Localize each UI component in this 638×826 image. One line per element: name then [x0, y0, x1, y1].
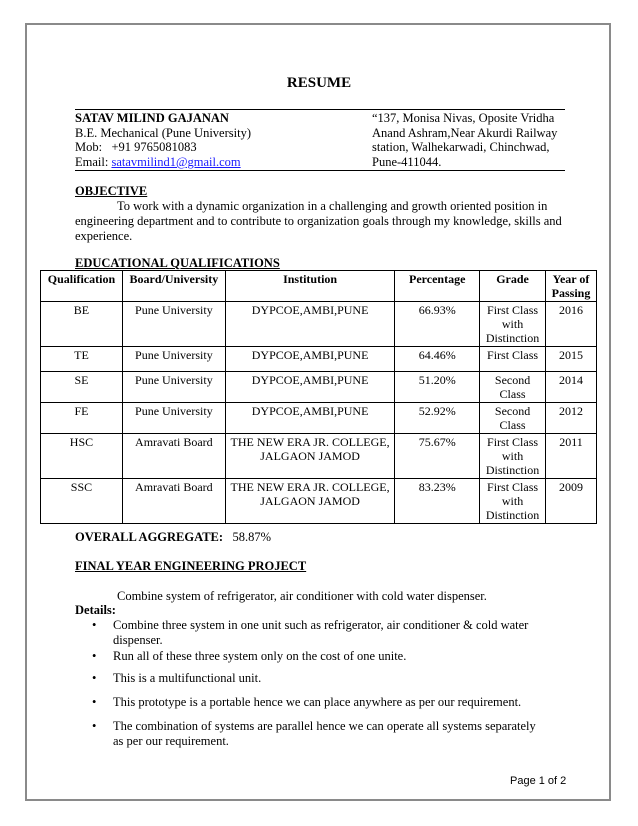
- bullet-text: Combine three system in one unit such as refrigerator, air conditioner & cold water dispenser.: [113, 618, 529, 647]
- col-header-board: Board/University: [122, 271, 225, 302]
- cell-percentage: 64.46%: [395, 347, 480, 372]
- list-item: [92, 695, 542, 710]
- bullet-icon: •: [92, 649, 97, 663]
- cell-board: Pune University: [122, 347, 225, 372]
- col-header-grade: Grade: [480, 271, 546, 302]
- cell-percentage: 75.67%: [395, 434, 480, 479]
- cell-qualification: FE: [41, 403, 123, 434]
- cell-qualification: SE: [41, 372, 123, 403]
- resume-title: RESUME: [286, 75, 352, 91]
- objective-heading: OBJECTIVE: [75, 184, 148, 198]
- bullet-icon: •: [92, 671, 97, 685]
- cell-board: Pune University: [122, 302, 225, 347]
- cell-institution: THE NEW ERA JR. COLLEGE, JALGAON JAMOD: [225, 434, 395, 479]
- aggregate-value: 58.87%: [232, 530, 271, 544]
- objective-text-first: To work with a dynamic organization in a challenging and growth oriented position in: [117, 199, 548, 213]
- list-item: [92, 649, 542, 664]
- cell-board: Pune University: [122, 403, 225, 434]
- details-label: Details:: [75, 603, 116, 617]
- cell-percentage: 52.92%: [395, 403, 480, 434]
- cell-board: Amravati Board: [122, 479, 225, 524]
- col-header-year: Year of Passing: [546, 271, 597, 302]
- project-bullets-main: [92, 618, 542, 664]
- bullet-text: The combination of systems are parallel hence we can operate all systems separately as per our requirement.: [113, 719, 536, 748]
- table-row: [41, 434, 597, 479]
- address-line-4: Pune-411044.: [372, 155, 442, 169]
- page-number: Page 1 of 2: [510, 775, 567, 787]
- table-row: [41, 372, 597, 403]
- cell-board: Amravati Board: [122, 434, 225, 479]
- candidate-name: SATAV MILIND GAJANAN: [75, 111, 229, 125]
- cell-qualification: BE: [41, 302, 123, 347]
- table-row: [41, 302, 597, 347]
- table-row: [41, 403, 597, 434]
- cell-percentage: 83.23%: [395, 479, 480, 524]
- cell-qualification: TE: [41, 347, 123, 372]
- cell-grade: First Class: [480, 347, 546, 372]
- cell-qualification: HSC: [41, 434, 123, 479]
- cell-grade: Second Class: [480, 372, 546, 403]
- col-header-institution: Institution: [225, 271, 395, 302]
- cell-institution: DYPCOE,AMBI,PUNE: [225, 302, 395, 347]
- table-row: [41, 479, 597, 524]
- bullet-text: This is a multifunctional unit.: [113, 671, 262, 685]
- cell-year: 2011: [546, 434, 597, 479]
- cell-year: 2009: [546, 479, 597, 524]
- list-item: [92, 719, 542, 749]
- cell-year: 2012: [546, 403, 597, 434]
- mobile-line: [75, 140, 197, 155]
- list-item: [92, 671, 542, 686]
- table-row: [41, 347, 597, 372]
- cell-institution: DYPCOE,AMBI,PUNE: [225, 372, 395, 403]
- project-bullets-secondary: [92, 671, 542, 749]
- cell-grade: First Class with Distinction: [480, 434, 546, 479]
- education-heading: EDUCATIONAL QUALIFICATIONS: [75, 256, 280, 270]
- list-item: [92, 618, 542, 648]
- col-header-percentage: Percentage: [395, 271, 480, 302]
- table-header-row: [41, 271, 597, 302]
- col-header-qualification: Qualification: [41, 271, 123, 302]
- overall-aggregate: [75, 530, 271, 545]
- cell-institution: DYPCOE,AMBI,PUNE: [225, 347, 395, 372]
- candidate-degree: B.E. Mechanical (Pune University): [75, 126, 251, 140]
- cell-grade: Second Class: [480, 403, 546, 434]
- education-table: [40, 270, 597, 524]
- bullet-icon: •: [92, 695, 97, 709]
- cell-institution: DYPCOE,AMBI,PUNE: [225, 403, 395, 434]
- project-heading: FINAL YEAR ENGINEERING PROJECT: [75, 559, 307, 573]
- header-top-rule: [75, 109, 565, 110]
- cell-board: Pune University: [122, 372, 225, 403]
- mobile-number: +91 9765081083: [111, 140, 197, 154]
- cell-institution: THE NEW ERA JR. COLLEGE, JALGAON JAMOD: [225, 479, 395, 524]
- mobile-label: Mob:: [75, 140, 103, 154]
- email-link[interactable]: satavmilind1@gmail.com: [111, 155, 241, 169]
- cell-year: 2016: [546, 302, 597, 347]
- bullet-icon: •: [92, 618, 97, 632]
- cell-percentage: 66.93%: [395, 302, 480, 347]
- email-label: Email:: [75, 155, 109, 169]
- project-summary: Combine system of refrigerator, air conditioner with cold water dispenser.: [117, 589, 487, 603]
- cell-percentage: 51.20%: [395, 372, 480, 403]
- address-line-2: Anand Ashram,Near Akurdi Railway: [372, 126, 558, 140]
- bullet-text: This prototype is a portable hence we can place anywhere as per our requirement.: [113, 695, 522, 709]
- address-line-3: station, Walhekarwadi, Chinchwad,: [372, 140, 550, 154]
- email-line: [75, 155, 241, 170]
- cell-year: 2014: [546, 372, 597, 403]
- bullet-text: Run all of these three system only on the cost of one unite.: [113, 649, 407, 663]
- header-bottom-rule: [75, 170, 565, 171]
- objective-text: [75, 199, 570, 244]
- cell-grade: First Class with Distinction: [480, 479, 546, 524]
- objective-text-rest: engineering department and to contribute to organization goals through my knowledge, skills and experience.: [75, 214, 562, 243]
- aggregate-label: OVERALL AGGREGATE:: [75, 530, 224, 544]
- cell-qualification: SSC: [41, 479, 123, 524]
- project-summary-line: [75, 589, 570, 604]
- address-line-1: “137, Monisa Nivas, Oposite Vridha: [372, 111, 555, 125]
- cell-grade: First Class with Distinction: [480, 302, 546, 347]
- bullet-icon: •: [92, 719, 97, 733]
- cell-year: 2015: [546, 347, 597, 372]
